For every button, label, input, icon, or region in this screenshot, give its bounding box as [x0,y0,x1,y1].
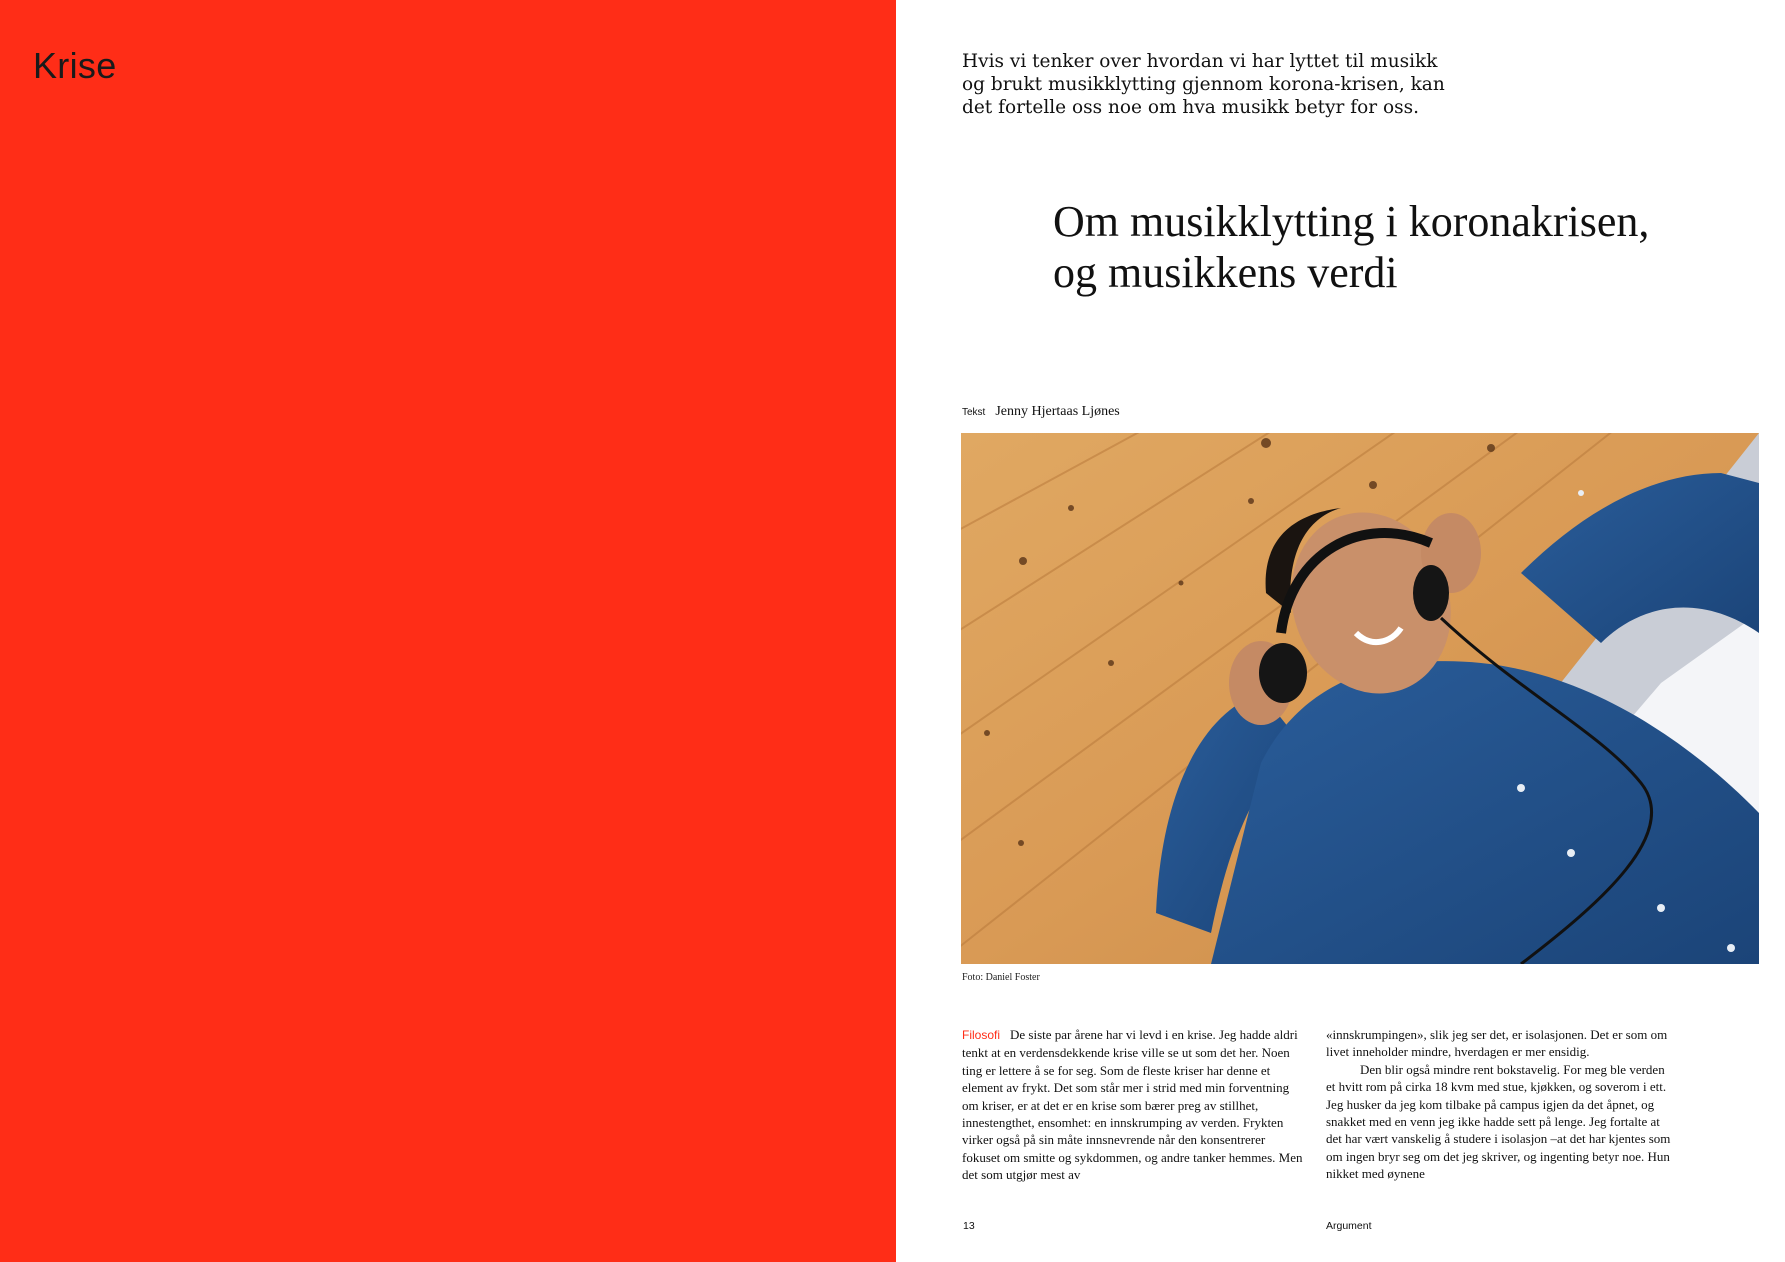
article-photo [961,433,1759,964]
article-headline [1053,196,1773,298]
article-kicker: Filosofi [962,1028,1001,1042]
body-column-1 [962,1026,1304,1184]
byline-author: Jenny Hjertaas Ljønes [995,404,1120,419]
section-label: Krise [33,45,117,86]
byline [962,402,1120,420]
headline-line-2: og musikkens verdi [1053,248,1398,297]
right-page [896,0,1785,1262]
publication-name: Argument [1326,1220,1372,1232]
page-number: 13 [963,1220,975,1232]
body-text-col2-b: Den blir også mindre rent bokstavelig. For meg ble verden et hvitt rom på cirka 18 kvm med stue, kjøkken, og soverom i ett. Jeg husker da jeg kom tilbake på campus igjen da det åpnet, og snakket med en venn jeg ikke hadde sett på lenge. Jeg fortalte at det har vært vanskelig å studere i isolasjon –at det har kjentes som om ingen bryr seg om det jeg skriver, og ingenting betyr noe. Hun nikket med øynene [1326,1061,1671,1182]
byline-label: Tekst [962,407,986,418]
headline-line-1: Om musikklytting i koronakrisen, [1053,197,1650,246]
body-text-col1: De siste par årene har vi levd i en krise. Jeg hadde aldri tenkt at en verdensdekkende krise ville se ut som det her. Noen ting er lettere å se for seg. Som de fleste kriser har denne et element av frykt. Det som står mer i strid med min forventning om kriser, er at det er en krise som bærer preg av stillhet, innestengthet, ensomhet: en innskrumping av verden. Frykten virker også på sin måte innsnevrende når den konsentrerer fokuset om smitte og sykdommen, og andre tanker hemmes. Men det som utgjør mest av [962,1027,1303,1183]
body-column-2 [1326,1026,1676,1183]
photo-man-with-headphones [961,433,1759,964]
article-lead: Hvis vi tenker over hvordan vi har lyttet til musikk og brukt musikklytting gjennom korona-krisen, kan det fortelle oss noe om hva musikk betyr for oss. [962,51,1445,118]
photo-caption: Foto: Daniel Foster [962,972,1040,983]
body-text-col2-a: «innskrumpingen», slik jeg ser det, er isolasjonen. Det er som om livet inneholder mindre, hverdagen er mer ensidig. [1326,1027,1668,1060]
